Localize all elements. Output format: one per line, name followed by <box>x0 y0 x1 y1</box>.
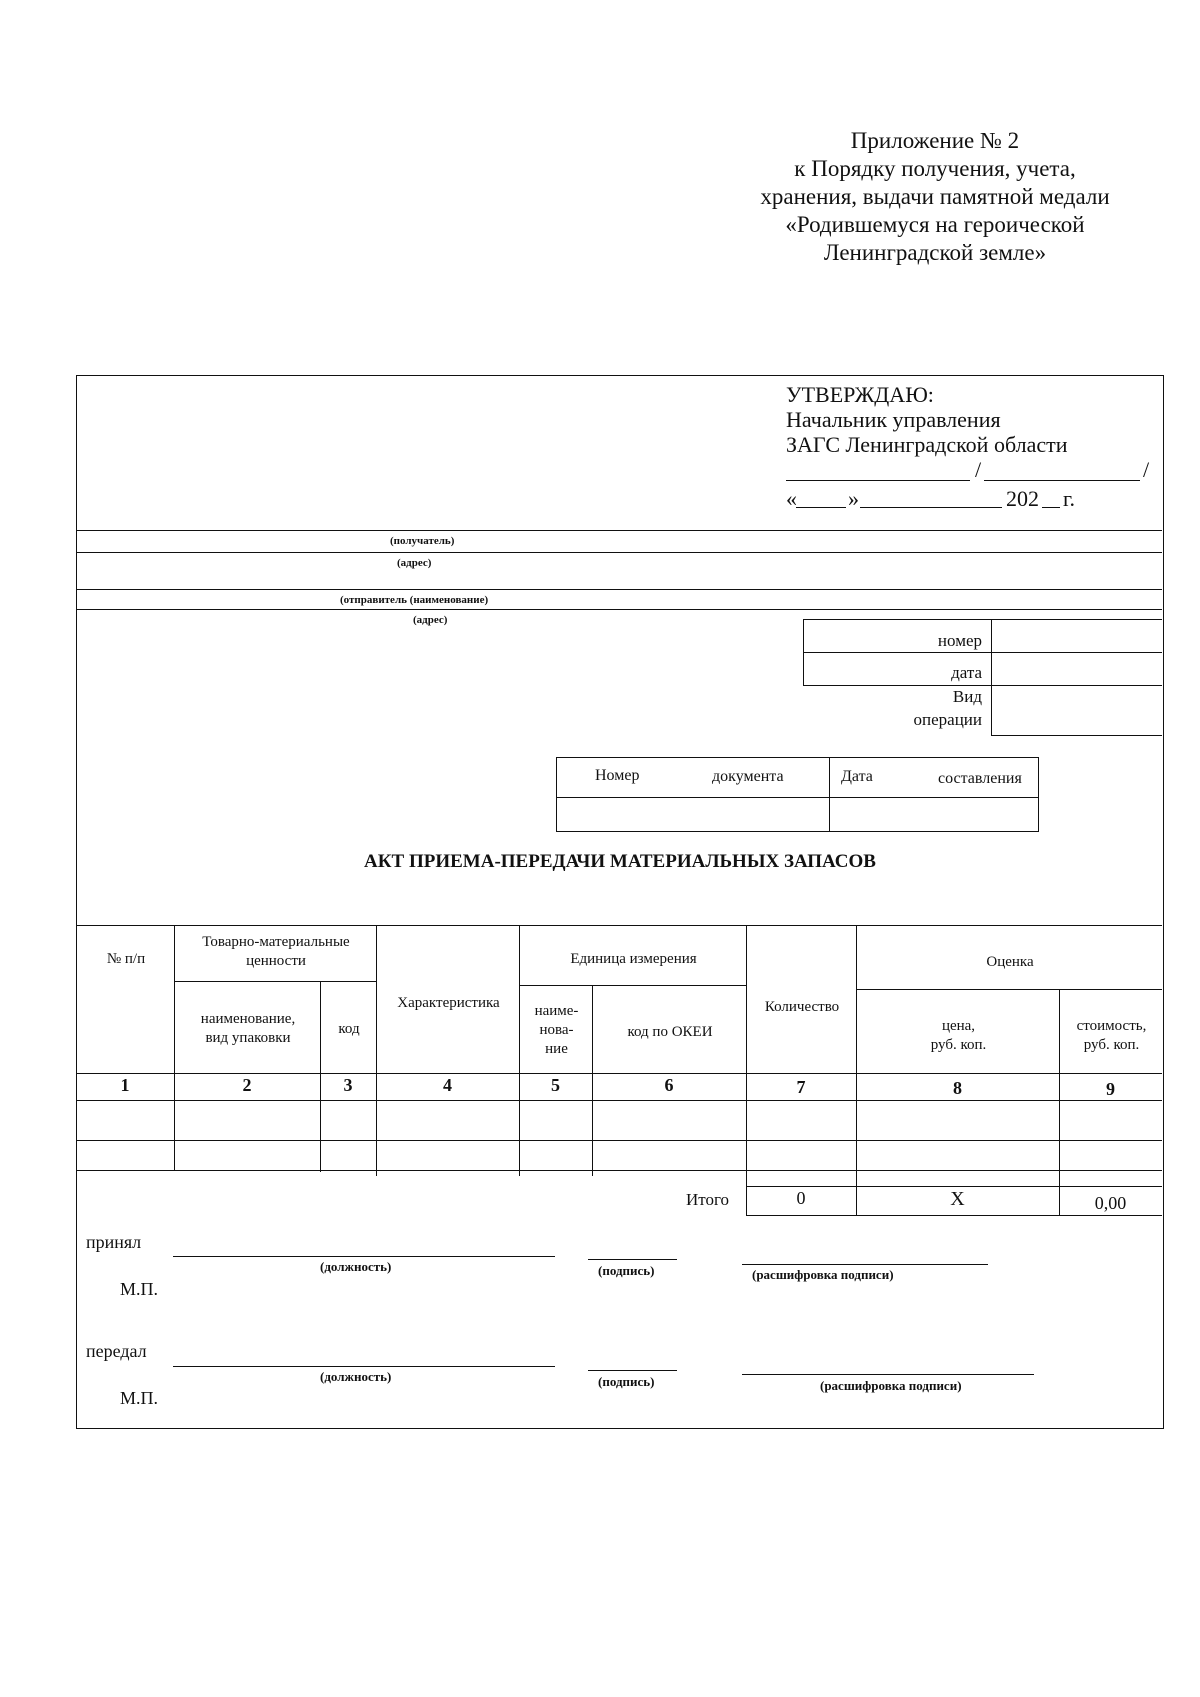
meta-box-bottom-border <box>991 735 1162 736</box>
column-number: 8 <box>953 1078 962 1098</box>
column-numbers-bottom <box>76 1100 1162 1101</box>
header-valuation: Оценка <box>986 954 1034 970</box>
totals-cost: 0,00 <box>1094 1193 1127 1213</box>
recipient-address-caption: (адрес) <box>397 557 432 569</box>
handed-label: передал <box>86 1341 147 1361</box>
column-number: 3 <box>343 1075 353 1095</box>
header-goods-group: Товарно-материальные ценности <box>202 934 350 969</box>
approval-year-prefix: 202 <box>1006 486 1039 511</box>
header-row-number: № п/п <box>106 951 146 967</box>
slash-1: / <box>975 457 982 482</box>
handed-signature-line[interactable] <box>588 1370 677 1371</box>
meta-date-field[interactable] <box>993 654 1160 684</box>
doc-date-label: Дата <box>841 768 873 785</box>
appendix-line: Приложение № 2 <box>850 128 1020 153</box>
column-number: 9 <box>1106 1079 1115 1099</box>
meta-number-label: номер <box>937 631 982 650</box>
doc-date-field[interactable] <box>831 799 1037 830</box>
document-box-divider <box>556 797 1039 798</box>
totals-label: Итого <box>686 1190 730 1209</box>
stamp-label: М.П. <box>120 1388 159 1408</box>
handed-position-caption: (должность) <box>320 1369 392 1384</box>
doc-compiled-label: составления <box>938 770 1022 787</box>
column-number: 4 <box>443 1075 452 1095</box>
doc-number-label: Номер <box>595 767 640 784</box>
approver-signature-line[interactable] <box>786 480 970 481</box>
column-border <box>174 925 175 1170</box>
approval-year-line[interactable] <box>1042 507 1060 508</box>
accepted-position-line[interactable] <box>173 1256 555 1257</box>
recipient-line[interactable] <box>76 530 1162 531</box>
valuation-subheader-line <box>856 989 1162 990</box>
meta-box-value-border <box>991 619 992 735</box>
table-row-border <box>76 1170 1162 1171</box>
accepted-signature-line[interactable] <box>588 1259 677 1260</box>
totals-price: X <box>950 1188 965 1210</box>
accepted-label: принял <box>86 1232 142 1252</box>
table-row-border <box>76 1140 1162 1141</box>
totals-top-border <box>746 1186 1162 1187</box>
appendix-line: хранения, выдачи памятной медали <box>760 184 1110 209</box>
header-unit-group: Единица измерения <box>570 951 697 967</box>
meta-operation-field[interactable] <box>993 687 1160 734</box>
meta-date-label: дата <box>951 663 982 682</box>
meta-box-divider <box>803 652 1162 653</box>
handed-decoding-line[interactable] <box>742 1374 1034 1375</box>
appendix-line: к Порядку получения, учета, <box>794 156 1076 181</box>
doc-number-field[interactable] <box>558 799 828 830</box>
column-number: 2 <box>242 1075 252 1095</box>
approval-position: Начальник управления <box>786 407 1001 432</box>
column-border <box>1059 989 1060 1215</box>
date-open-quote: « <box>786 486 797 511</box>
meta-number-field[interactable] <box>993 621 1160 651</box>
approver-name-line[interactable] <box>984 480 1140 481</box>
act-title: АКТ ПРИЕМА-ПЕРЕДАЧИ МАТЕРИАЛЬНЫХ ЗАПАСОВ <box>364 851 876 872</box>
header-price: цена, руб. коп. <box>930 1018 987 1053</box>
recipient-address-line[interactable] <box>76 552 1162 553</box>
header-cost: стоимость, руб. коп. <box>1076 1018 1147 1053</box>
column-border <box>746 925 747 1215</box>
sender-caption: (отправитель (наименование) <box>340 594 489 606</box>
meta-box-divider <box>803 685 1162 686</box>
meta-operation-label: операции <box>913 710 982 729</box>
column-number: 1 <box>120 1075 130 1095</box>
date-close-quote: » <box>848 486 859 511</box>
stamp-label: М.П. <box>120 1279 159 1299</box>
column-number: 7 <box>796 1077 806 1097</box>
handed-decoding-caption: (расшифровка подписи) <box>820 1378 962 1393</box>
meta-operation-label: Вид <box>952 687 982 706</box>
column-border <box>519 925 520 1176</box>
slash-2: / <box>1143 457 1150 482</box>
sender-address-caption: (адрес) <box>413 614 448 626</box>
appendix-line: Ленинградской земле» <box>823 240 1047 265</box>
recipient-caption: (получатель) <box>390 535 455 547</box>
header-code: код <box>338 1021 360 1037</box>
sender-address-line[interactable] <box>76 609 1162 610</box>
header-okei: код по ОКЕИ <box>627 1024 713 1040</box>
column-number: 6 <box>664 1075 674 1095</box>
document-box-divider <box>829 757 830 832</box>
accepted-signature-caption: (подпись) <box>598 1263 655 1278</box>
appendix-note <box>700 127 1170 267</box>
header-characteristic: Характеристика <box>397 995 500 1011</box>
header-unit-name: наиме- нова- ние <box>534 1003 579 1057</box>
appendix-line: «Родившемуся на героической <box>785 212 1085 237</box>
accepted-position-caption: (должность) <box>320 1259 392 1274</box>
handed-position-line[interactable] <box>173 1366 555 1367</box>
sender-line[interactable] <box>76 589 1162 590</box>
accepted-decoding-caption: (расшифровка подписи) <box>752 1267 894 1282</box>
approval-day-line[interactable] <box>796 507 846 508</box>
goods-subheader-line <box>174 981 377 982</box>
column-numbers-top <box>76 1073 1162 1074</box>
approval-heading: УТВЕРЖДАЮ: <box>786 382 934 407</box>
approval-position: ЗАГС Ленинградской области <box>786 432 1068 457</box>
column-border <box>376 925 377 1176</box>
doc-document-label: документа <box>712 768 784 785</box>
column-number: 5 <box>551 1075 560 1095</box>
header-name: наименование, вид упаковки <box>200 1011 296 1046</box>
unit-subheader-line <box>519 985 746 986</box>
header-quantity: Количество <box>764 999 840 1015</box>
accepted-decoding-line[interactable] <box>742 1264 988 1265</box>
table-top-border <box>76 925 1162 926</box>
totals-quantity: 0 <box>796 1188 806 1208</box>
column-border <box>856 925 857 1215</box>
approval-block <box>786 382 1068 457</box>
approval-year-suffix: г. <box>1063 486 1076 511</box>
totals-bottom-border <box>746 1215 1162 1216</box>
approval-month-line[interactable] <box>860 507 1002 508</box>
meta-box-top-border <box>803 619 1162 620</box>
handed-signature-caption: (подпись) <box>598 1374 655 1389</box>
